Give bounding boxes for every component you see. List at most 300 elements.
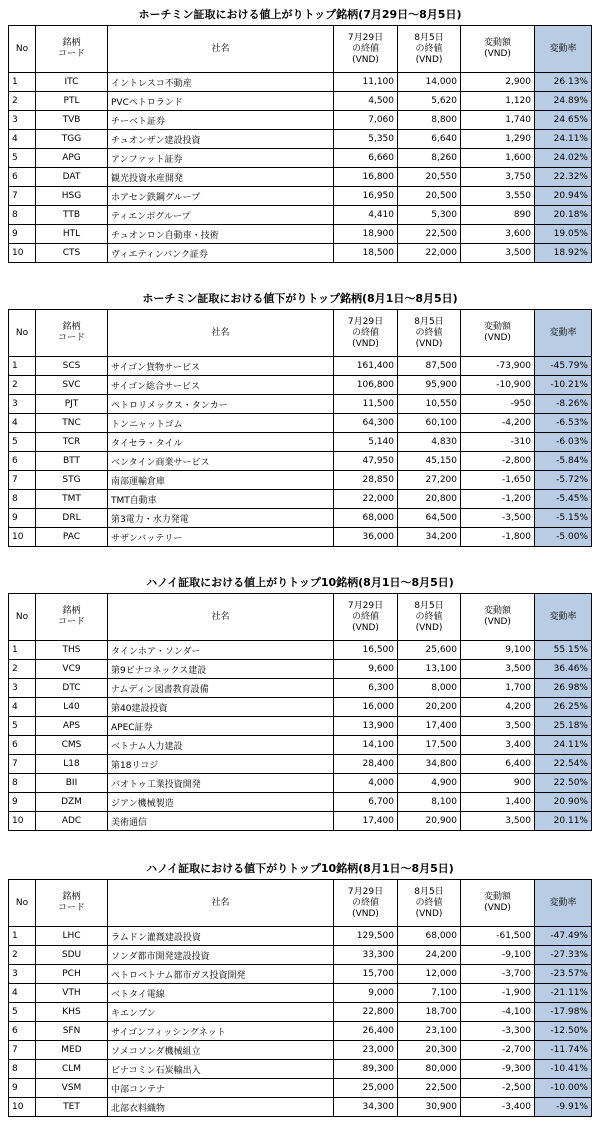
cell-code: SFN [36, 1022, 108, 1041]
cell-rate: -27.33% [535, 946, 592, 965]
table-row [9, 1060, 592, 1079]
cell-name: 第18リコジ [108, 755, 334, 774]
cell-change: 3,400 [461, 736, 535, 755]
cell-code: VSM [36, 1079, 108, 1098]
cell-close-aug5: 20,300 [398, 1041, 461, 1060]
cell-no: 9 [9, 509, 36, 528]
cell-name: タインホア・ソンダー [108, 641, 334, 660]
cell-change: 3,550 [461, 187, 535, 206]
cell-close-jul29: 9,600 [334, 660, 398, 679]
table-row [9, 679, 592, 698]
cell-no: 6 [9, 736, 36, 755]
cell-no: 9 [9, 1079, 36, 1098]
cell-rate: 22.32% [535, 168, 592, 187]
table-row [9, 1022, 592, 1041]
table-row [9, 509, 592, 528]
cell-code: L18 [36, 755, 108, 774]
cell-close-jul29: 64,300 [334, 414, 398, 433]
cell-close-jul29: 4,000 [334, 774, 398, 793]
cell-code: BII [36, 774, 108, 793]
cell-rate: 24.02% [535, 149, 592, 168]
header-rate: 変動率 [535, 594, 592, 641]
cell-rate: -8.26% [535, 395, 592, 414]
cell-close-jul29: 22,000 [334, 490, 398, 509]
cell-no: 2 [9, 660, 36, 679]
cell-rate: -5.84% [535, 452, 592, 471]
cell-close-aug5: 87,500 [398, 357, 461, 376]
cell-rate: 20.90% [535, 793, 592, 812]
table-row [9, 984, 592, 1003]
cell-no: 6 [9, 1022, 36, 1041]
cell-name: ペトロリメックス・タンカー [108, 395, 334, 414]
cell-no: 4 [9, 130, 36, 149]
cell-close-jul29: 18,900 [334, 225, 398, 244]
table-header-row [9, 310, 592, 357]
cell-change: -61,500 [461, 927, 535, 946]
cell-close-aug5: 6,640 [398, 130, 461, 149]
cell-code: TET [36, 1098, 108, 1117]
cell-change: -3,500 [461, 509, 535, 528]
cell-code: TCR [36, 433, 108, 452]
ranking-table [8, 25, 592, 263]
cell-name: トンニャットゴム [108, 414, 334, 433]
cell-close-aug5: 22,500 [398, 225, 461, 244]
table-row [9, 490, 592, 509]
cell-change: -2,800 [461, 452, 535, 471]
cell-no: 5 [9, 149, 36, 168]
cell-no: 3 [9, 679, 36, 698]
ranking-table [8, 309, 592, 547]
table-row [9, 717, 592, 736]
cell-change: -4,200 [461, 414, 535, 433]
cell-close-aug5: 5,300 [398, 206, 461, 225]
cell-name: ラムドン灌漑建設投資 [108, 927, 334, 946]
table-row [9, 433, 592, 452]
cell-change: 1,290 [461, 130, 535, 149]
table-row [9, 168, 592, 187]
cell-close-jul29: 23,000 [334, 1041, 398, 1060]
table-row [9, 357, 592, 376]
cell-close-aug5: 17,400 [398, 717, 461, 736]
cell-name: ベトタイ電線 [108, 984, 334, 1003]
cell-close-jul29: 5,140 [334, 433, 398, 452]
cell-close-jul29: 28,850 [334, 471, 398, 490]
cell-code: CLM [36, 1060, 108, 1079]
header-code: 銘柄 コード [36, 880, 108, 927]
cell-no: 7 [9, 755, 36, 774]
table-row [9, 965, 592, 984]
cell-close-aug5: 8,260 [398, 149, 461, 168]
cell-close-jul29: 7,060 [334, 111, 398, 130]
cell-change: 3,600 [461, 225, 535, 244]
cell-change: -950 [461, 395, 535, 414]
cell-change: 1,120 [461, 92, 535, 111]
cell-close-aug5: 20,200 [398, 698, 461, 717]
cell-name: ソンダ都市開発建設投資 [108, 946, 334, 965]
header-close-aug5: 8月5日 の終値 (VND) [398, 26, 461, 73]
cell-close-aug5: 14,000 [398, 73, 461, 92]
cell-code: STG [36, 471, 108, 490]
table-row [9, 774, 592, 793]
cell-code: DZM [36, 793, 108, 812]
table-row [9, 528, 592, 547]
table-row [9, 927, 592, 946]
ranking-section-2 [0, 289, 600, 547]
table-row [9, 244, 592, 263]
cell-name: イントレスコ不動産 [108, 73, 334, 92]
header-code: 銘柄 コード [36, 26, 108, 73]
cell-no: 3 [9, 111, 36, 130]
cell-change: 1,700 [461, 679, 535, 698]
header-code: 銘柄 コード [36, 594, 108, 641]
cell-rate: -11.74% [535, 1041, 592, 1060]
cell-close-jul29: 33,300 [334, 946, 398, 965]
cell-close-aug5: 13,100 [398, 660, 461, 679]
cell-name: チュオンザン建設投資 [108, 130, 334, 149]
cell-name: ソメコソンダ機械組立 [108, 1041, 334, 1060]
cell-no: 7 [9, 1041, 36, 1060]
cell-rate: -5.00% [535, 528, 592, 547]
cell-close-aug5: 34,200 [398, 528, 461, 547]
cell-close-jul29: 6,300 [334, 679, 398, 698]
cell-code: HSG [36, 187, 108, 206]
cell-change: -9,300 [461, 1060, 535, 1079]
cell-code: TVB [36, 111, 108, 130]
cell-no: 4 [9, 698, 36, 717]
cell-close-jul29: 9,000 [334, 984, 398, 1003]
cell-close-jul29: 6,700 [334, 793, 398, 812]
table-row [9, 698, 592, 717]
cell-close-jul29: 16,950 [334, 187, 398, 206]
table-row [9, 946, 592, 965]
cell-no: 10 [9, 528, 36, 547]
cell-name: ジアン機械製造 [108, 793, 334, 812]
cell-close-aug5: 34,800 [398, 755, 461, 774]
cell-close-aug5: 20,500 [398, 187, 461, 206]
table-row [9, 641, 592, 660]
cell-change: 1,600 [461, 149, 535, 168]
cell-name: ヴィエティンバンク証券 [108, 244, 334, 263]
cell-name: サイゴン貨物サービス [108, 357, 334, 376]
cell-rate: 24.11% [535, 130, 592, 149]
cell-name: 観光投資水産開発 [108, 168, 334, 187]
table-row [9, 130, 592, 149]
cell-no: 5 [9, 1003, 36, 1022]
cell-close-aug5: 12,000 [398, 965, 461, 984]
cell-change: -1,900 [461, 984, 535, 1003]
cell-no: 5 [9, 433, 36, 452]
cell-name: バオトゥ工業投資開発 [108, 774, 334, 793]
cell-name: ナムディン図書教育設備 [108, 679, 334, 698]
cell-change: 890 [461, 206, 535, 225]
cell-code: DAT [36, 168, 108, 187]
cell-close-jul29: 18,500 [334, 244, 398, 263]
header-no: No [9, 310, 36, 357]
cell-close-aug5: 80,000 [398, 1060, 461, 1079]
ranking-section-1 [0, 5, 600, 263]
cell-close-aug5: 25,600 [398, 641, 461, 660]
header-change: 変動額 (VND) [461, 594, 535, 641]
cell-change: -3,300 [461, 1022, 535, 1041]
table-row [9, 187, 592, 206]
cell-name: サイゴン総合サービス [108, 376, 334, 395]
cell-close-jul29: 13,900 [334, 717, 398, 736]
cell-name: ペトロベトナム都市ガス投資開発 [108, 965, 334, 984]
cell-name: チュオンロン自動車・技術 [108, 225, 334, 244]
cell-code: TNC [36, 414, 108, 433]
cell-no: 1 [9, 357, 36, 376]
cell-rate: -10.41% [535, 1060, 592, 1079]
cell-close-aug5: 30,900 [398, 1098, 461, 1117]
cell-change: -10,900 [461, 376, 535, 395]
cell-code: ADC [36, 812, 108, 831]
table-header-row [9, 594, 592, 641]
cell-name: アンファット証券 [108, 149, 334, 168]
table-row [9, 452, 592, 471]
cell-no: 10 [9, 244, 36, 263]
header-change: 変動額 (VND) [461, 26, 535, 73]
cell-close-aug5: 20,900 [398, 812, 461, 831]
cell-close-jul29: 28,400 [334, 755, 398, 774]
header-no: No [9, 26, 36, 73]
cell-rate: -10.00% [535, 1079, 592, 1098]
cell-name: サザンバッテリー [108, 528, 334, 547]
header-close-aug5: 8月5日 の終値 (VND) [398, 594, 461, 641]
table-row [9, 92, 592, 111]
cell-no: 6 [9, 452, 36, 471]
cell-name: ベトナム人力建設 [108, 736, 334, 755]
cell-rate: -10.21% [535, 376, 592, 395]
section-title: ハノイ証取における値上がりトップ10銘柄(8月1日～8月5日) [146, 576, 454, 589]
cell-close-aug5: 17,500 [398, 736, 461, 755]
header-name: 社名 [108, 26, 334, 73]
cell-change: -310 [461, 433, 535, 452]
cell-change: -1,200 [461, 490, 535, 509]
cell-code: THS [36, 641, 108, 660]
cell-code: PAC [36, 528, 108, 547]
table-row [9, 660, 592, 679]
cell-close-jul29: 36,000 [334, 528, 398, 547]
cell-rate: -45.79% [535, 357, 592, 376]
cell-rate: 18.92% [535, 244, 592, 263]
header-rate: 変動率 [535, 310, 592, 357]
cell-code: KHS [36, 1003, 108, 1022]
cell-name: キエンプン [108, 1003, 334, 1022]
cell-no: 9 [9, 793, 36, 812]
cell-rate: -5.45% [535, 490, 592, 509]
cell-rate: -5.72% [535, 471, 592, 490]
section-title: ホーチミン証取における値下がりトップ銘柄(8月1日～8月5日) [142, 292, 458, 305]
cell-close-aug5: 22,500 [398, 1079, 461, 1098]
table-row [9, 149, 592, 168]
table-row [9, 793, 592, 812]
cell-close-aug5: 4,900 [398, 774, 461, 793]
cell-close-aug5: 64,500 [398, 509, 461, 528]
cell-no: 4 [9, 984, 36, 1003]
cell-change: 3,500 [461, 660, 535, 679]
header-name: 社名 [108, 594, 334, 641]
section-title: ホーチミン証取における値上がりトップ銘柄(7月29日～8月5日) [138, 8, 462, 21]
header-close-aug5: 8月5日 の終値 (VND) [398, 310, 461, 357]
ranking-table [8, 879, 592, 1117]
cell-change: 3,500 [461, 244, 535, 263]
cell-no: 1 [9, 73, 36, 92]
cell-close-aug5: 7,100 [398, 984, 461, 1003]
cell-change: 1,400 [461, 793, 535, 812]
cell-change: -3,700 [461, 965, 535, 984]
header-close-jul29: 7月29日 の終値 (VND) [334, 26, 398, 73]
cell-change: 3,500 [461, 812, 535, 831]
cell-code: VC9 [36, 660, 108, 679]
header-code: 銘柄 コード [36, 310, 108, 357]
table-header-row [9, 26, 592, 73]
cell-change: 4,200 [461, 698, 535, 717]
cell-no: 2 [9, 946, 36, 965]
cell-change: -2,700 [461, 1041, 535, 1060]
ranking-section-4 [0, 859, 600, 1117]
cell-close-aug5: 27,200 [398, 471, 461, 490]
header-name: 社名 [108, 880, 334, 927]
cell-name: サイゴンフィッシングネット [108, 1022, 334, 1041]
cell-close-aug5: 23,100 [398, 1022, 461, 1041]
cell-change: 9,100 [461, 641, 535, 660]
cell-code: SCS [36, 357, 108, 376]
cell-code: PTL [36, 92, 108, 111]
cell-rate: 22.50% [535, 774, 592, 793]
cell-rate: 20.11% [535, 812, 592, 831]
cell-rate: -47.49% [535, 927, 592, 946]
cell-no: 8 [9, 1060, 36, 1079]
table-row [9, 736, 592, 755]
cell-no: 3 [9, 965, 36, 984]
cell-name: TMT自動車 [108, 490, 334, 509]
cell-close-aug5: 20,800 [398, 490, 461, 509]
cell-rate: -6.53% [535, 414, 592, 433]
cell-code: TMT [36, 490, 108, 509]
table-row [9, 1003, 592, 1022]
table-row [9, 376, 592, 395]
header-no: No [9, 880, 36, 927]
header-rate: 変動率 [535, 880, 592, 927]
cell-code: APS [36, 717, 108, 736]
table-row [9, 1079, 592, 1098]
cell-close-jul29: 106,800 [334, 376, 398, 395]
cell-no: 4 [9, 414, 36, 433]
cell-code: MED [36, 1041, 108, 1060]
table-row [9, 812, 592, 831]
cell-close-aug5: 8,100 [398, 793, 461, 812]
cell-change: -2,500 [461, 1079, 535, 1098]
cell-code: CMS [36, 736, 108, 755]
cell-code: CTS [36, 244, 108, 263]
cell-close-aug5: 10,550 [398, 395, 461, 414]
header-close-jul29: 7月29日 の終値 (VND) [334, 310, 398, 357]
cell-rate: -5.15% [535, 509, 592, 528]
header-close-aug5: 8月5日 の終値 (VND) [398, 880, 461, 927]
cell-code: SDU [36, 946, 108, 965]
cell-code: VTH [36, 984, 108, 1003]
cell-no: 2 [9, 92, 36, 111]
cell-close-aug5: 22,000 [398, 244, 461, 263]
cell-no: 1 [9, 641, 36, 660]
cell-name: ホアセン鉄鋼グループ [108, 187, 334, 206]
table-row [9, 225, 592, 244]
table-row [9, 1041, 592, 1060]
header-close-jul29: 7月29日 の終値 (VND) [334, 594, 398, 641]
cell-change: 3,750 [461, 168, 535, 187]
cell-close-aug5: 68,000 [398, 927, 461, 946]
cell-no: 5 [9, 717, 36, 736]
cell-change: -9,100 [461, 946, 535, 965]
cell-rate: -9.91% [535, 1098, 592, 1117]
cell-name: チーベト証券 [108, 111, 334, 130]
cell-close-aug5: 45,150 [398, 452, 461, 471]
table-row [9, 471, 592, 490]
cell-no: 8 [9, 774, 36, 793]
cell-rate: 20.94% [535, 187, 592, 206]
ranking-table [8, 593, 592, 831]
cell-rate: -6.03% [535, 433, 592, 452]
cell-change: -73,900 [461, 357, 535, 376]
cell-close-jul29: 16,800 [334, 168, 398, 187]
cell-rate: 25.18% [535, 717, 592, 736]
cell-code: DRL [36, 509, 108, 528]
cell-close-jul29: 34,300 [334, 1098, 398, 1117]
cell-close-jul29: 15,700 [334, 965, 398, 984]
cell-change: 3,500 [461, 717, 535, 736]
cell-name: 第9ビナコネックス建設 [108, 660, 334, 679]
cell-code: PCH [36, 965, 108, 984]
cell-code: APG [36, 149, 108, 168]
cell-close-jul29: 11,100 [334, 73, 398, 92]
cell-name: 北部衣料織物 [108, 1098, 334, 1117]
cell-no: 7 [9, 187, 36, 206]
cell-no: 7 [9, 471, 36, 490]
cell-change: 2,900 [461, 73, 535, 92]
cell-close-jul29: 16,500 [334, 641, 398, 660]
header-no: No [9, 594, 36, 641]
header-close-jul29: 7月29日 の終値 (VND) [334, 880, 398, 927]
cell-code: TGG [36, 130, 108, 149]
cell-rate: 24.11% [535, 736, 592, 755]
cell-name: 中部コンテナ [108, 1079, 334, 1098]
cell-name: 美術通信 [108, 812, 334, 831]
cell-change: -1,650 [461, 471, 535, 490]
table-row [9, 414, 592, 433]
cell-no: 3 [9, 395, 36, 414]
cell-rate: 26.25% [535, 698, 592, 717]
cell-rate: 24.89% [535, 92, 592, 111]
cell-close-aug5: 8,000 [398, 679, 461, 698]
cell-name: ベンタイン商業サービス [108, 452, 334, 471]
cell-change: 6,400 [461, 755, 535, 774]
table-row [9, 755, 592, 774]
cell-no: 9 [9, 225, 36, 244]
cell-close-jul29: 5,350 [334, 130, 398, 149]
cell-rate: 26.98% [535, 679, 592, 698]
cell-change: -1,800 [461, 528, 535, 547]
cell-code: BTT [36, 452, 108, 471]
cell-no: 1 [9, 927, 36, 946]
cell-rate: -21.11% [535, 984, 592, 1003]
cell-rate: 26.13% [535, 73, 592, 92]
cell-close-jul29: 4,410 [334, 206, 398, 225]
cell-name: PVCペトロランド [108, 92, 334, 111]
cell-rate: 24.65% [535, 111, 592, 130]
cell-close-jul29: 161,400 [334, 357, 398, 376]
table-row [9, 111, 592, 130]
table-row [9, 206, 592, 225]
